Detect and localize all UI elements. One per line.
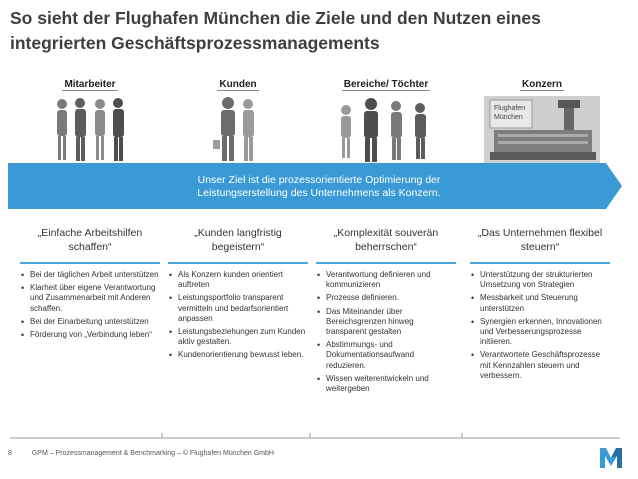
list-item: • Leistungsbeziehungen zum Kunden aktiv gestalten. — [168, 327, 308, 347]
list-item: • Verantwortung definieren und kommunizieren — [316, 270, 456, 290]
list-item: • Bei der Einarbeitung unterstützen — [20, 317, 160, 327]
goal-banner-text: Unser Ziel ist die prozessorientierte Optimierung der Leistungserstellung des Unternehmens als Konzern. — [197, 174, 441, 199]
page-number: 8 — [8, 450, 12, 457]
list-item: • Wissen weiterentwickeln und weitergeben — [316, 374, 456, 394]
bullet-list-konzern — [470, 270, 610, 384]
column-header: Bereiche/ Töchter — [343, 79, 429, 90]
divider-line — [168, 262, 308, 264]
slide-title-line2: integrierten Geschäftsprozessmanagements — [10, 33, 380, 53]
list-item: • Unterstützung der strukturierten Umsetzung von Strategien — [470, 270, 610, 290]
list-item: • Als Konzern kunden orientiert auftreten — [168, 270, 308, 290]
list-item: • Prozesse definieren. — [316, 293, 456, 303]
column-header: Mitarbeiter — [64, 79, 116, 90]
goal-mitarbeiter: „Einfache Arbeitshilfen schaffen“ — [37, 227, 143, 253]
svg-text:München: München — [494, 114, 523, 121]
airport-building-icon — [472, 96, 612, 162]
list-item: • Abstimmungs- und Dokumentationsaufwand reduzieren. — [316, 340, 456, 371]
divider-line — [20, 262, 160, 264]
bullet-list-mitarbeiter — [20, 270, 160, 343]
list-item: • Synergien erkennen, Innovationen und Verbesserungsprozesse initiieren. — [470, 317, 610, 348]
business-people-icon — [316, 96, 456, 162]
column-header: Konzern — [522, 79, 562, 90]
footer-text: GPM – Prozessmanagement & Benchmarking – © Flughafen München GmbH — [31, 450, 274, 457]
column-konzern — [472, 78, 612, 162]
munich-airport-logo-icon — [598, 444, 624, 470]
list-item: • Förderung von „Verbindung leben“ — [20, 330, 160, 340]
list-item: • Klarheit über eigene Verantwortung und Zusammenarbeit mit Anderen schaffen. — [20, 283, 160, 314]
list-item: • Verantwortete Geschäftsprozesse mit Kennzahlen steuern und verbessern. — [470, 350, 610, 381]
list-item: • Das Miteinander über Bereichsgrenzen hinweg transparent gestalten — [316, 307, 456, 338]
customer-person-icon — [168, 96, 308, 162]
people-group-icon — [20, 96, 160, 162]
column-header: Kunden — [219, 79, 257, 90]
footer — [8, 450, 274, 457]
column-bereiche — [316, 78, 456, 162]
bottom-rule — [10, 433, 620, 439]
goal-kunden: „Kunden langfristig begeistern“ — [194, 227, 282, 253]
divider-line — [316, 262, 456, 264]
svg-text:Flughafen: Flughafen — [494, 105, 526, 112]
column-kunden — [168, 78, 308, 162]
goal-bereiche: „Komplexität souverän beherrschen“ — [333, 227, 439, 253]
list-item: • Bei der täglichen Arbeit unterstützen — [20, 270, 160, 280]
slide-title-line1: So sieht der Flughafen München die Ziele und den Nutzen eines — [10, 8, 541, 28]
column-mitarbeiter — [20, 78, 160, 162]
divider-line — [470, 262, 610, 264]
goal-konzern: „Das Unternehmen flexibel steuern“ — [477, 227, 603, 253]
list-item: • Leistungsportfolio transparent vermitteln und bedarfsorientiert anpassen — [168, 293, 308, 324]
list-item: • Messbarkeit und Steuerung unterstützen — [470, 293, 610, 313]
slide-title — [10, 6, 630, 56]
bullet-list-bereiche — [316, 270, 456, 397]
bullet-list-kunden — [168, 270, 308, 364]
list-item: • Kundenorientierung bewusst leben. — [168, 350, 308, 360]
